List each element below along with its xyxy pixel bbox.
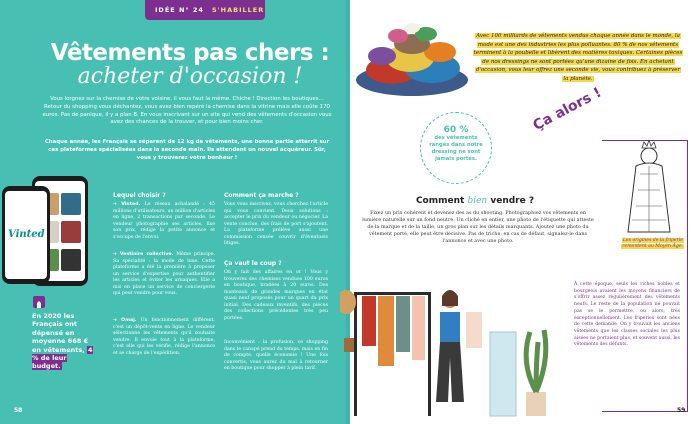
- clothing-thumb: [61, 221, 81, 243]
- page-number-left: 58: [14, 407, 23, 414]
- title-line-2: acheter d'occasion !: [77, 64, 303, 89]
- section-tab: [145, 0, 265, 20]
- col2-heading-1: Comment ça marche ?: [224, 192, 299, 199]
- sell-text: Fixez un prix cohérent et devenez des as du shooting. Photographiez vos vêtements en lumière naturelle sur un fond neutre. Un cliché en entier, une photo de l'étiquette qui atteste de la marque et de la taille, un gros plan sur les détails marquants. Ajoutez une photo du vêtement porté, elle peut être décisive. Pas de triche, en cas de défaut, signalez-le dans l'annonce et avec une photo.: [362, 210, 594, 244]
- col1-heading: Lequel choisir ?: [113, 192, 166, 199]
- sell-heading-end: vendre ?: [490, 196, 535, 206]
- ecology-quote: [472, 32, 684, 84]
- circle-text: des vêtements rangés dans notre dressing ne sont jamais portés.: [429, 135, 483, 162]
- sell-heading: [355, 196, 595, 206]
- clothing-rack-illustration: [340, 272, 570, 420]
- arrow-icon: ➜: [113, 202, 122, 207]
- stat-highlight: 4 % de leur budget.: [32, 345, 93, 371]
- arrow-icon: ➜: [113, 318, 122, 323]
- quote-text: Avec 100 milliards de vêtements vendus chaque année dans le monde, la mode est une des industries les plus polluantes. 80 % de nos vêtements terminent à la poubelle et libèrent des matières toxiques. Certaines pièces de nos dressings ne sont portées qu'une dizaine de fois. En achetant d'occasion, vous leur offrez une seconde vie, vous contribuez à préserver la planète.: [473, 33, 683, 82]
- statistic-circle: [420, 112, 492, 184]
- sell-heading-em: bien: [467, 196, 488, 206]
- clothing-thumb: [61, 249, 81, 271]
- engraving-caption: [620, 238, 684, 251]
- page-number-right: 59: [677, 407, 686, 414]
- stat-icon: [33, 296, 45, 308]
- engraving-caption-text: Les origines de la friperie remontent au Moyen-Âge.: [622, 238, 683, 250]
- col2-text-3: Inconvénient : la profusion, ce shopping dans le canapé prend du temps, mais en fin de compte, quelle économie ! Une fois convertis, vous aurez du mal à retourner en boutique pour shopper à plein tarif.: [224, 340, 328, 372]
- col1-item-vestiaire: [113, 252, 215, 298]
- medieval-figure-engraving: [616, 140, 682, 236]
- vinted-logo: Vinted: [8, 229, 45, 240]
- idea-number: IDÉE N° 24: [155, 6, 204, 14]
- phone-front-image: [2, 186, 50, 284]
- section-category: S'HABILLER: [211, 6, 265, 14]
- col1-item-label: Omaj.: [121, 318, 137, 323]
- aside-history-text: À cette époque, seuls les riches nobles et bourgeois avaient les moyens financiers de s'offrir assez régulièrement des vêtements neufs. Le reste de la population ne pouvait pas se le permettre, ou alors, très exceptionnellement. Les friperies sont nées de cette demande. On y trouvait les anciens vêtements que les classes sociales les plus aisées ne portaient plus, et souvent aussi, les vêtements des défunts.: [574, 282, 680, 348]
- col2-text-1: Vous vous inscrivez, vous cherchez l'article qui vous convient. Deux solutions : accepter le prix du vendeur ou négocier. La vente conclue, des frais de port s'ajoutent. La plateforme prélève aussi une commission censée couvrir d'éventuels litiges.: [224, 202, 328, 247]
- aside-title: Ça alors !: [530, 84, 605, 134]
- col1-item-omaj: [113, 318, 215, 357]
- col1-item-label: Vinted.: [121, 202, 141, 207]
- clothing-thumb: [61, 193, 81, 215]
- clothes-pile-image: [352, 22, 470, 98]
- stat-text: En 2020 les Français ont dépensé en moyenne 668 € en vêtements,: [32, 312, 89, 354]
- col1-item-text: Un fonctionnement différent, c'est un dépôt-vente en ligne. Le vendeur sélectionne les vêtements qu'il souhaite vendre. Il envoie tout à la plateforme, c'est elle qui les vérifie, rédige l'annonce et se charge de l'expédition.: [113, 318, 215, 356]
- stat-box: [32, 312, 94, 371]
- arrow-icon: ➜: [113, 252, 120, 257]
- circle-percent: 60 %: [443, 125, 469, 135]
- intro-text: Vous lorgnez sur la chemise de votre voisine, il vous faut la même. Chiche ! Direction les boutiques… Retour du shopping vous déchantez, vous avez bien repéré la chemise dans la vitrine mais elle coûte 170 euros. Pas de panique, il y a plan B. En vous inscrivant sur un site qui vend des vêtements d'occasion vous avez des chances de la trouver, et pour bien moins cher.: [42, 96, 332, 126]
- col1-item-text: Même principe. Sa spécialité : la mode de luxe. Cette plateforme a été la première à proposer un service d'expertise pour authentifier les articles et éviter les arnaques. Elle a mis en place un service de conciergerie qui peut vendre pour vous.: [113, 252, 215, 297]
- col1-item-vinted: [113, 202, 215, 241]
- col2-text-2: On y fait des affaires en or ! Vous y trouverez des chemises vendues 100 euros en boutique, bradées à 20 euros. Des manteaux de grandes marques en état quasi neuf proposés pour un quart du prix initial. Des cadeaux inventifs, des pièces des collections précédentes très peu portées.: [224, 270, 328, 321]
- col2-heading-2: Ça vaut le coup ?: [224, 260, 282, 267]
- sell-heading-start: Comment: [415, 196, 465, 206]
- title-line-1: Vêtements pas chers :: [50, 40, 330, 66]
- col1-item-label: Vestiaire collective.: [119, 252, 174, 257]
- intro-bold-text: Chaque année, les Français se séparent de 12 kg de vêtements, une bonne partie atterrit sur ces plateformes spécialisées dans la seconde main. Ils attendent un nouvel acquéreur. Sûr, vous y trouverez votre bonheur !: [44, 139, 330, 161]
- col1-item-text: Le réseau achalandé : 45 millions d'utilisateurs, un million d'articles en ligne, 2 transactions par seconde. Le vendeur photographie ses articles, fixe son prix, rédige la petite annonce et s'occupe de l'envoi.: [113, 202, 215, 240]
